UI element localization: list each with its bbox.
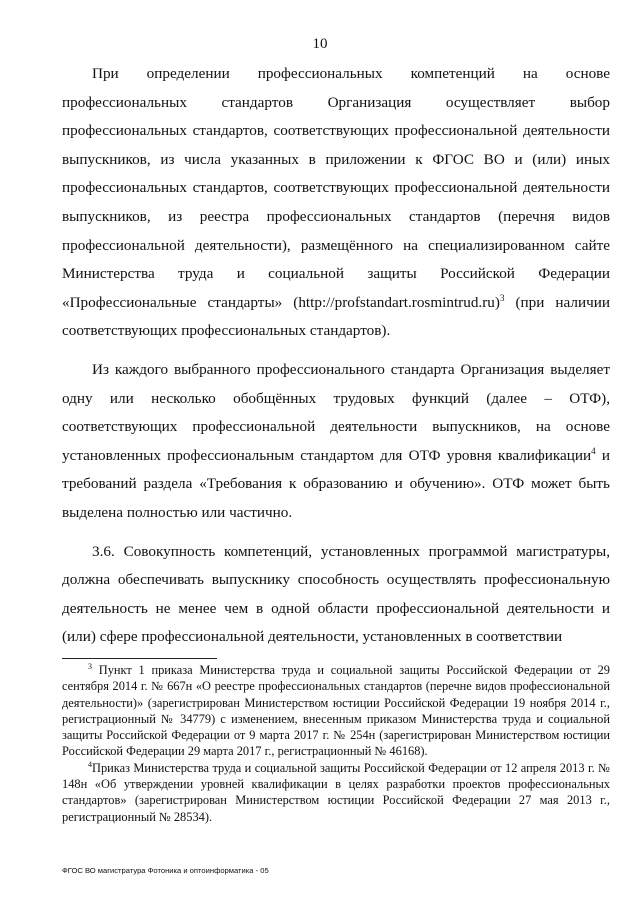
footnote-3: [62, 662, 610, 760]
paragraph-text: При определении профессиональных компетенций на основе профессиональных стандартов Организация осуществляет выбор профессиональных стандартов, соответствующих профессиональной деятельности выпускников, из числа указанных в приложении к ФГОС ВО и (или) иных профессиональных стандартов, соответствующих профессиональной деятельности выпускников, из реестра профессиональных стандартов (перечня видов профессиональной деятельности), размещённого на специализированном сайте Министерства труда и социальной защиты Российской Федерации «Профессиональные стандарты» (http://profstandart.rosmintrud.ru): [62, 65, 610, 311]
footnote-separator: [62, 658, 217, 659]
footnotes: [62, 662, 610, 825]
page-number: 10: [312, 36, 328, 52]
footnote-4: [62, 760, 610, 825]
paragraph-text: Из каждого выбранного профессионального стандарта Организация выделяет одну или несколько обобщённых трудовых функций (далее – ОТФ), соответствующих профессиональной деятельности выпускников, на основе установленных профессиональным стандартом для ОТФ уровня квалификации: [62, 360, 610, 464]
footnote-mark: 3: [88, 661, 92, 671]
paragraph-text: и требований раздела «Требования к образованию и обучению». ОТФ может быть выделена полностью или частично.: [62, 446, 610, 521]
paragraph-3-6: 3.6. Совокупность компетенций, установленных программой магистратуры, должна обеспечивать выпускнику способность осуществлять профессиональную деятельность не менее чем в одной области профессиональной деятельности и (или) сфере профессиональной деятельности, установленных в соответствии: [62, 542, 610, 646]
footnote-text: Пункт 1 приказа Министерства труда и социальной защиты Российской Федерации от 29 сентября 2014 г. № 667н «О реестре профессиональных стандартов (перечне видов профессиональной деятельности)» (зарегистрирован Министерством юстиции Российской Федерации 19 ноября 2014 г., регистрационный № 34779) с изменением, внесенным приказом Министерства труда и социальной защиты Российской Федерации от 9 марта 2017 г. № 254н (зарегистрирован Министерством юстиции Российской Федерации 29 марта 2017 г., регистрационный № 46168).: [62, 663, 610, 759]
footnote-mark: 4: [88, 759, 92, 769]
paragraph-text: (при наличии соответствующих профессиональных стандартов).: [62, 293, 611, 340]
paragraph-professional-standards: [62, 60, 610, 346]
footnote-text: Приказ Министерства труда и социальной защиты Российской Федерации от 12 апреля 2013 г. № 148н «Об утверждении уровней квалификации в целях разработки проектов профессиональных стандартов» (зарегистрирован Министерством юстиции Российской Федерации 27 мая 2013 г., регистрационный № 28534).: [62, 760, 610, 824]
document-footer: ФГОС ВО магистратура Фотоника и оптоинформатика - 05: [62, 866, 269, 875]
paragraph-labor-functions: [62, 356, 610, 528]
footnote-reference-3: 3: [499, 292, 505, 303]
footnote-reference-4: 4: [591, 445, 596, 456]
document-body: [62, 60, 610, 652]
